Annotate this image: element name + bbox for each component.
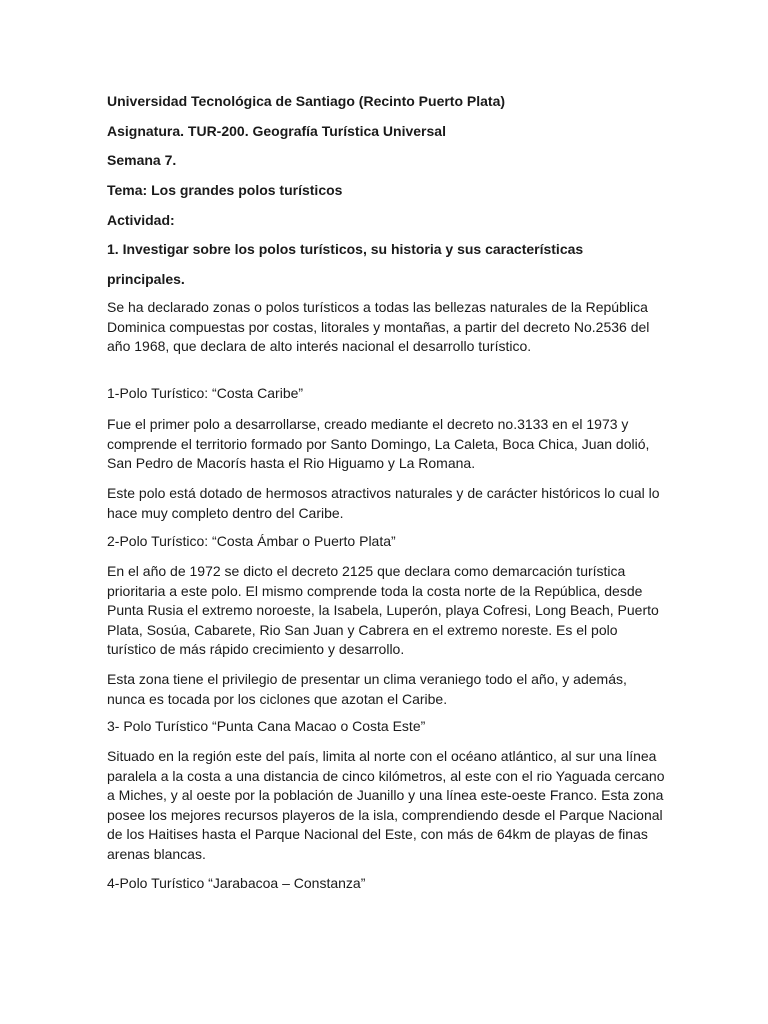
section-title: 1-Polo Turístico: “Costa Caribe” (107, 385, 304, 401)
activity-label: Actividad: (107, 212, 175, 228)
section-paragraph: Esta zona tiene el privilegio de presentar un clima veraniego todo el año, y además, nunca es tocada por los ciclones que azotan el Caribe. (107, 671, 627, 707)
section-title: 3- Polo Turístico “Punta Cana Macao o Costa Este” (107, 718, 426, 734)
university-heading: Universidad Tecnológica de Santiago (Recinto Puerto Plata) (107, 93, 506, 109)
section-paragraph: Este polo está dotado de hermosos atractivos naturales y de carácter históricos lo cual lo hace muy completo dentro del Caribe. (107, 485, 660, 521)
question-line-1: 1. Investigar sobre los polos turísticos, su historia y sus características (107, 241, 584, 257)
section-paragraph: Situado en la región este del país, limita al norte con el océano atlántico, al sur una línea paralela a la costa a una distancia de cinco kilómetros, al este con el rio Yaguada cercano a Miches, y al oeste por la población de Juanillo y una línea este-oeste Franco. Esta zona posee los mejores recursos playeros de la isla, comprendiendo desde el Parque Nacional de los Haitises hasta el Parque Nacional del Este, con más de 64km de playas de finas arenas blancas. (107, 748, 665, 862)
intro-paragraph: Se ha declarado zonas o polos turísticos a todas las bellezas naturales de la República Dominica compuestas por costas, litorales y montañas, a partir del decreto No.2536 del año 1968, que declara de alto interés nacional el desarrollo turístico. (107, 299, 650, 354)
section-title: 4-Polo Turístico “Jarabacoa – Constanza” (107, 875, 366, 891)
topic-heading: Tema: Los grandes polos turísticos (107, 182, 343, 198)
section-paragraph: En el año de 1972 se dicto el decreto 2125 que declara como demarcación turística prioritaria a este polo. El mismo comprende toda la costa norte de la República, desde Punta Rusia el extremo noroeste, la Isabela, Luperón, playa Cofresi, Long Beach, Puerto Plata, Sosúa, Cabarete, Rio San Juan y Cabrera en el extremo noreste. Es el polo turístico de más rápido crecimiento y desarrollo. (107, 563, 659, 657)
subject-heading: Asignatura. TUR-200. Geografía Turística Universal (107, 123, 446, 139)
section-title: 2-Polo Turístico: “Costa Ámbar o Puerto Plata” (107, 533, 396, 549)
question-line-2: principales. (107, 271, 185, 287)
section-paragraph: Fue el primer polo a desarrollarse, creado mediante el decreto no.3133 en el 1973 y comprende el territorio formado por Santo Domingo, La Caleta, Boca Chica, Juan dolió, San Pedro de Macorís hasta el Rio Higuamo y La Romana. (107, 416, 650, 471)
week-heading: Semana 7. (107, 152, 177, 168)
